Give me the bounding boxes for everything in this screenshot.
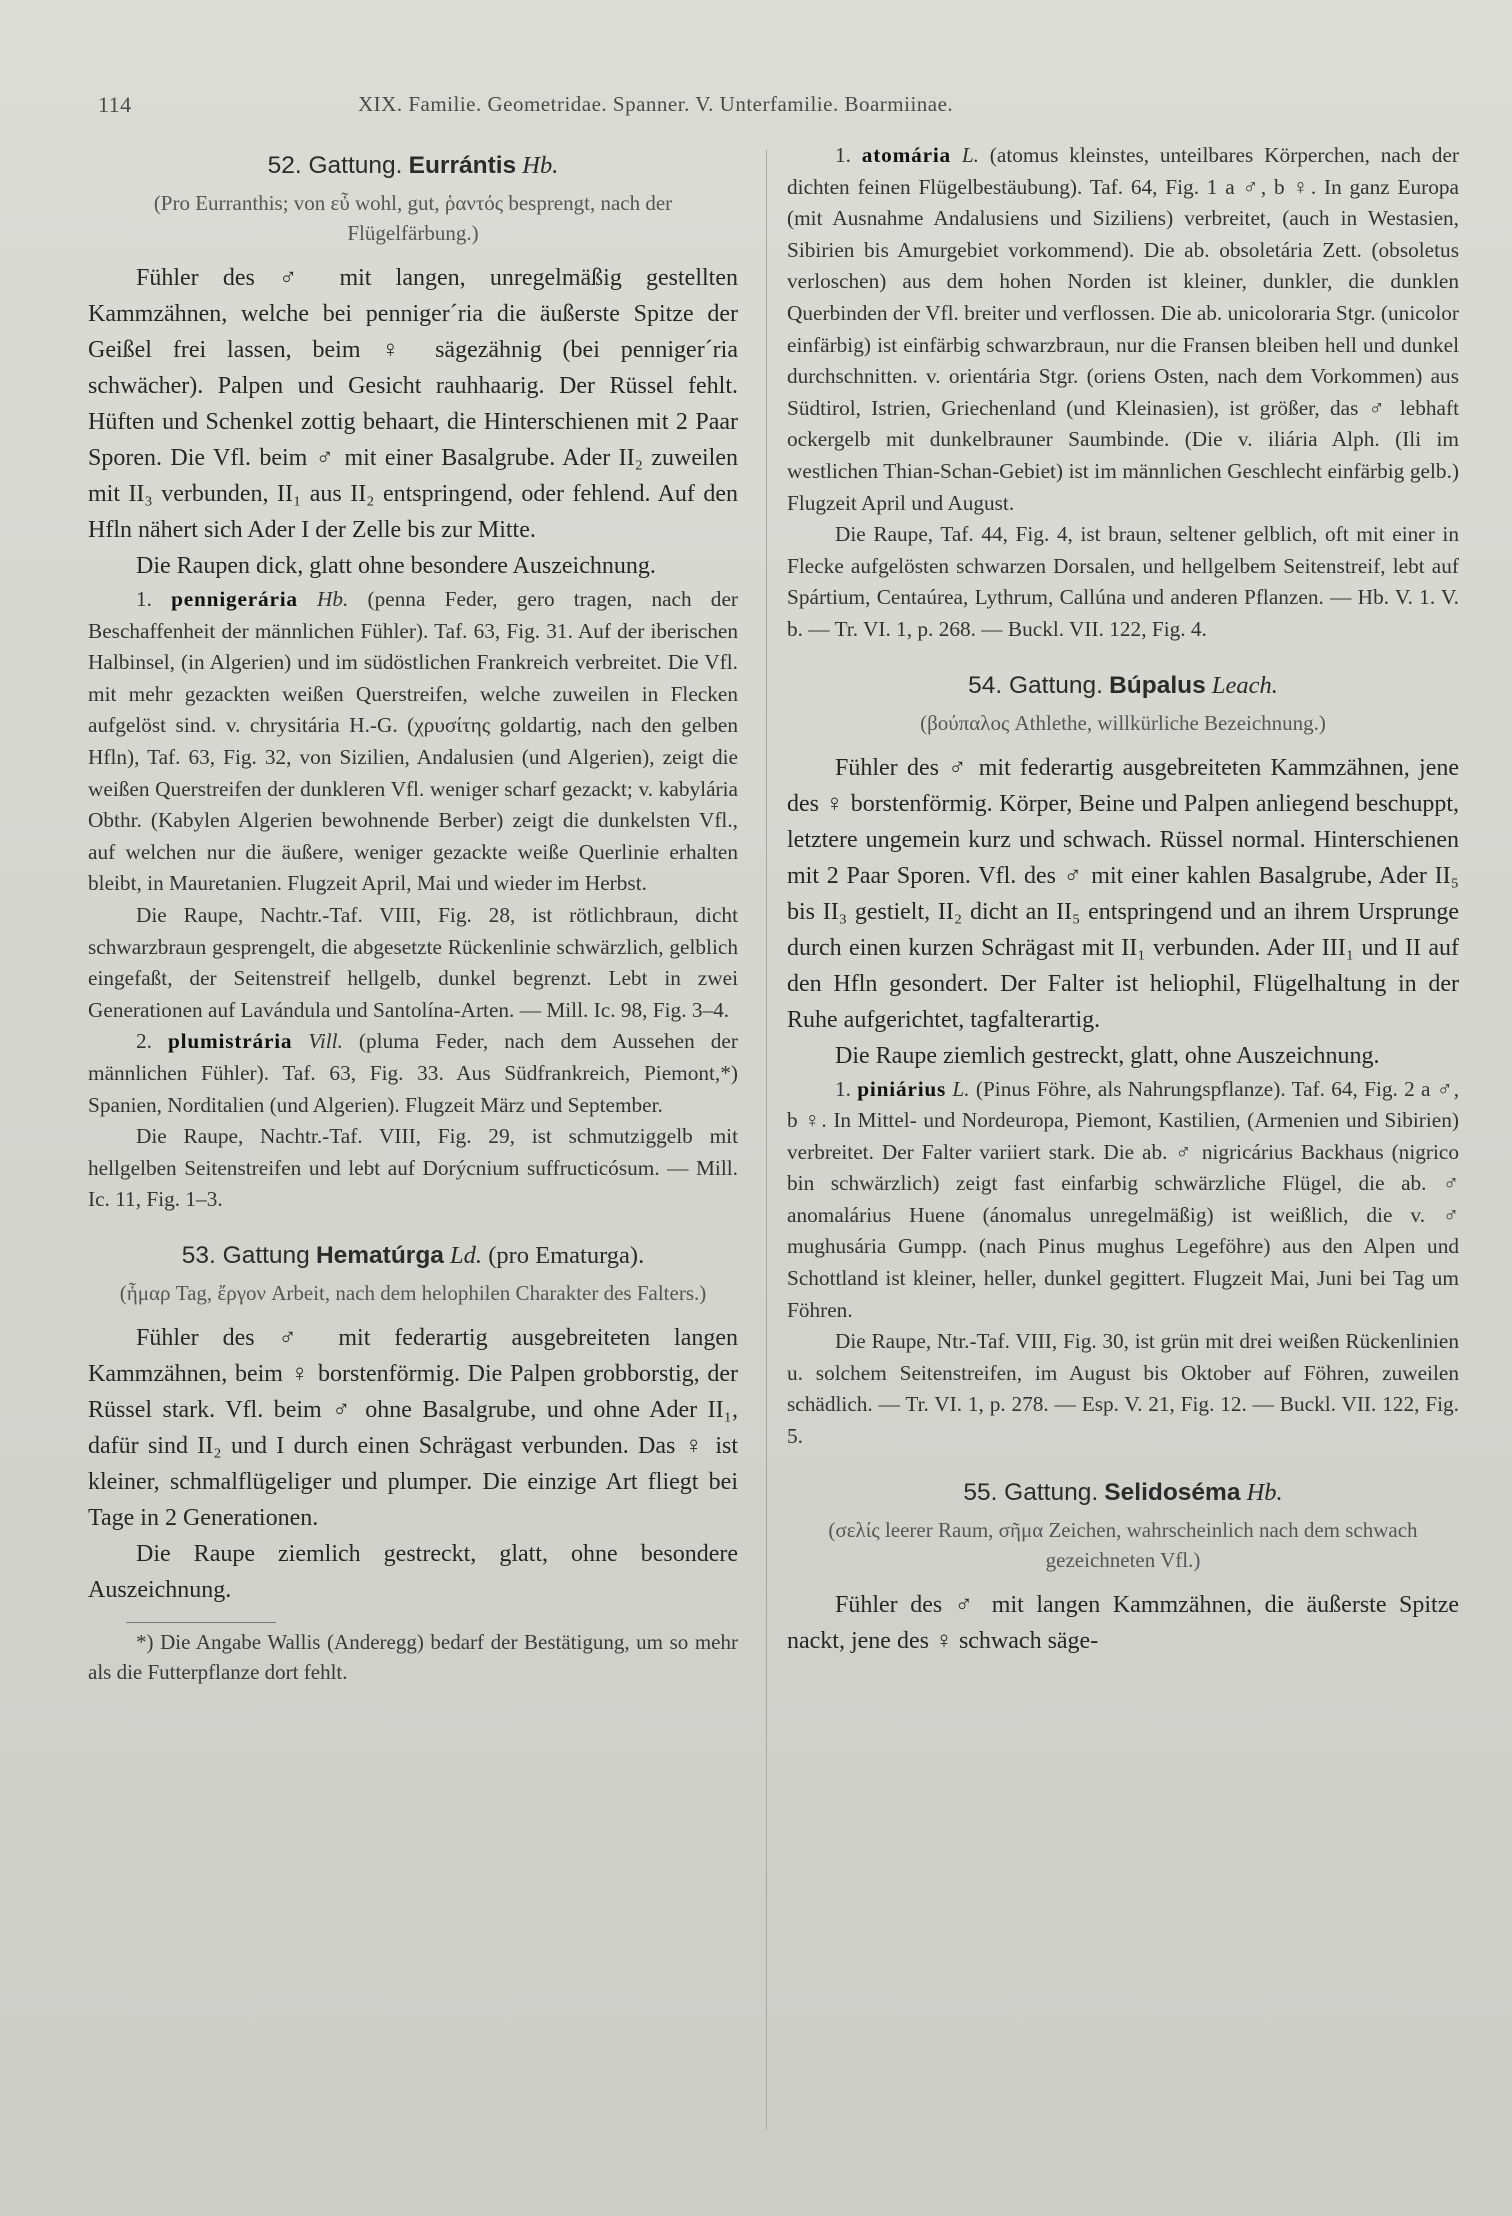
genus-name: Búpalus	[1109, 671, 1206, 699]
genus-author: Ld.	[450, 1241, 483, 1269]
larva-description: Die Raupe ziemlich gestreckt, glatt, ohne Auszeichnung.	[835, 1042, 1380, 1069]
genus-author: Hb.	[1246, 1478, 1283, 1506]
genus-etymology: (Pro Eurranthis; von εὖ wohl, gut, ῥαντός besprengt, nach der Flügelfärbung.)	[153, 191, 673, 245]
species-larva: Die Raupe, Nachtr.-Taf. VIII, Fig. 28, ist rötlichbraun, dicht schwarzbraun gesprengelt, die abgesetzte Rückenlinie schwärzlich, gelblich eingefaßt, der Seitenstreif hellgelb, dunkel begrenzt. Lebt in zwei Generationen auf Lavándula und Santolína-Arten. — Mill. Ic. 98, Fig. 3–4.	[88, 902, 738, 1022]
genus-description: Fühler des ♂ mit langen, unregelmäßig gestellten Kammzähnen, welche bei penniger´ria die äußerste Spitze der Geißel frei lassen, beim ♀ sägezähnig (bei penniger´ria schwächer). Palpen und Gesicht rauhhaarig. Der Rüssel fehlt. Hüften und Schenkel zottig behaart, die Hinterschienen mit 2 Paar Sporen. Die Vfl. beim ♂ mit einer Basalgrube. Ader II₂ zuweilen mit II₃ verbunden, II₁ aus II₂ entspringend, oder fehlend. Auf den Hfln nähert sich Ader I der Zelle bis zur Mitte.	[88, 265, 738, 543]
species-number: 2.	[136, 1029, 152, 1054]
genus-description: Fühler des ♂ mit federartig ausgebreiteten Kammzähnen, jene des ♀ borstenförmig. Körper, Beine und Palpen anliegend beschuppt, letztere ungemein kurz und schwach. Rüssel normal. Hinterschienen mit 2 Paar Sporen. Vfl. des ♂ mit einer kahlen Basalgrube, Ader II₅ bis II₃ gestielt, II₂ dicht an II₅ entspringend und an ihrem Ursprunge durch einen kurzen Schrägast mit II₁ verbunden. Ader III₁ und II auf den Hfln gesondert. Der Falter ist heliophil, Flügelhaltung in der Ruhe aufgerichtet, tagfalterartig.	[787, 754, 1459, 1033]
species-name: piniárius	[857, 1076, 947, 1101]
species-entry	[787, 140, 1459, 519]
species-author: L.	[952, 1076, 970, 1101]
genus-heading-52	[88, 148, 738, 184]
genus-name: Eurrántis	[408, 152, 517, 179]
running-header	[92, 88, 1422, 124]
genus-author: Hb.	[522, 152, 559, 179]
larva-description: Die Raupe ziemlich gestreckt, glatt, ohne besondere Auszeichnung.	[88, 1540, 738, 1603]
page-number: 114	[98, 92, 132, 117]
species-name: pennigerária	[171, 587, 298, 611]
species-name: plumistrária	[168, 1029, 293, 1054]
species-name: atomária	[861, 143, 951, 167]
species-number: 1.	[835, 143, 851, 167]
species-text: (pluma Feder, nach dem Aussehen der männlichen Fühler). Taf. 63, Fig. 33. Aus Südfrankreich, Piemont,*) Spanien, Norditalien (und Algerien). Flugzeit März und September.	[88, 1029, 738, 1117]
species-entry	[88, 584, 738, 900]
footnote: *) Die Angabe Wallis (Anderegg) bedarf der Bestätigung, um so mehr als die Futterpflanze dort fehlt.	[88, 1629, 738, 1684]
species-author: Vill.	[308, 1029, 343, 1054]
genus-heading-55	[787, 1475, 1459, 1511]
species-number: 1.	[136, 587, 152, 611]
species-author: L.	[961, 143, 979, 167]
genus-description: Fühler des ♂ mit federartig ausgebreiteten langen Kammzähnen, beim ♀ borstenförmig. Die Palpen grobborstig, der Rüssel stark. Vfl. beim ♂ ohne Basalgrube, und ohne Ader II₁, dafür sind II₂ und I durch einen Schrägast verbunden. Das ♀ ist kleiner, schmalflügeliger und plumper. Die einzige Art fliegt bei Tage in 2 Generationen.	[88, 1324, 738, 1531]
genus-description: Fühler des ♂ mit langen Kammzähnen, die äußerste Spitze nackt, jene des ♀ schwach säge-	[787, 1591, 1459, 1654]
genus-etymology: (ἦμαρ Tag, ἔργον Arbeit, nach dem helophilen Charakter des Falters.)	[119, 1280, 707, 1305]
genus-author: Leach.	[1211, 671, 1278, 699]
genus-etymology: (βούπαλος Athlethe, willkürliche Bezeichnung.)	[920, 710, 1326, 735]
genus-number: 52. Gattung.	[267, 152, 403, 179]
left-column	[88, 140, 738, 1687]
species-number: 1.	[835, 1076, 851, 1101]
genus-etymology: (σελίς leerer Raum, σῆμα Zeichen, wahrscheinlich nach dem schwach gezeichneten Vfl.)	[828, 1517, 1418, 1572]
species-larva: Die Raupe, Nachtr.-Taf. VIII, Fig. 29, ist schmutziggelb mit hellgelben Seitenstreifen und lebt auf Dorýcnium suffructicósum. — Mill. Ic. 11, Fig. 1–3.	[88, 1124, 738, 1212]
species-text: (penna Feder, gero tragen, nach der Beschaffenheit der männlichen Fühler). Taf. 63, Fig. 31. Auf der iberischen Halbinsel, (in Algerien) und im südöstlichen Frankreich verbreitet. Die Vfl. mit mehr gezackten weißen Querstreifen, welche zuweilen in Flecken aufgelöst sind. v. chrysitária H.-G. (χρυσίτης goldartig, nach den gelben Hfln), Taf. 63, Fig. 32, von Sizilien, Andalusien (und Algerien), zeigt die weißen Querstreifen der dunkleren Vfl. weniger scharf gezackt; v. kabylária Obthr. (Kabylen Algerien bewohnende Berber) zeigt die dunkelsten Vfl., auf welchen nur die äußere, weniger gezackte weiße Querlinie erhalten bleibt, in Mauretanien. Flugzeit April, Mai und wieder im Herbst.	[88, 587, 738, 896]
species-text: (Pinus Föhre, als Nahrungspflanze). Taf. 64, Fig. 2 a ♂, b ♀. In Mittel- und Nordeuropa, Piemont, Kastilien, (Armenien und Sibirien) verbreitet. Der Falter variiert stark. Die ab. ♂ nigricárius Backhaus (nigrico bin schwärzlich) zeigt fast einfarbig schwärzliche Flügel, die ab. ♂ anomalárius Huene (ánomalus unregelmäßig) ist weißlich, die v. ♂ mughusária Gumpp. (nach Pinus mughus Legeföhre) aus den Alpen und Schottland ist kleiner, heller, dunkel gegittert. Flugzeit Mai, Juni bei Tag um Föhren.	[787, 1076, 1460, 1322]
column-divider	[766, 150, 767, 2130]
running-title: XIX. Familie. Geometridae. Spanner. V. Unterfamilie. Boarmiinae.	[358, 92, 954, 116]
genus-heading-54	[787, 668, 1459, 704]
genus-number: 54. Gattung.	[968, 671, 1103, 699]
species-author: Hb.	[317, 587, 349, 611]
genus-heading-53	[88, 1238, 738, 1274]
larva-description: Die Raupen dick, glatt ohne besondere Auszeichnung.	[136, 553, 656, 579]
genus-synonym: (pro Ematurga).	[488, 1241, 645, 1269]
species-larva: Die Raupe, Ntr.-Taf. VIII, Fig. 30, ist grün mit drei weißen Rückenlinien u. solchem Seitenstreifen, im August bis Oktober auf Föhren, zuweilen schädlich. — Tr. VI. 1, p. 278. — Esp. V. 21, Fig. 12. — Buckl. VII. 122, Fig. 5.	[787, 1329, 1459, 1449]
genus-number: 55. Gattung.	[963, 1478, 1099, 1506]
right-column	[787, 140, 1459, 1659]
genus-name: Selidoséma	[1104, 1478, 1241, 1506]
species-entry	[787, 1074, 1459, 1327]
species-entry	[88, 1026, 738, 1121]
genus-name: Hematúrga	[315, 1241, 444, 1269]
species-larva: Die Raupe, Taf. 44, Fig. 4, ist braun, seltener gelblich, oft mit einer in Flecke aufgelösten schwarzen Dorsalen, und hellgelbem Seitenstreif, lebt auf Spártium, Centaúrea, Lythrum, Callúna und anderen Pflanzen. — Hb. V. 1. V. b. — Tr. VI. 1, p. 268. — Buckl. VII. 122, Fig. 4.	[787, 522, 1459, 641]
footnote-rule	[126, 1622, 276, 1623]
genus-number: 53. Gattung	[181, 1241, 310, 1269]
species-text: (atomus kleinstes, unteilbares Körperchen, nach der dichten feinen Flügelbestäubung). Taf. 64, Fig. 1 a ♂, b ♀. In ganz Europa (mit Ausnahme Andalusiens und Siziliens) verbreitet, (auch in Westasien, Sibirien bis Amurgebiet vorkommend). Die ab. obsoletária Zett. (obsoletus verloschen) aus dem hohen Norden ist kleiner, dunkler, die dunklen Querbinden der Vfl. breiter und verflossen. Die ab. unicoloraria Stgr. (unicolor einfärbig) ist einfärbig schwarzbraun, nur die Fransen bleiben hell und dunkel durchschnitten. v. orientária Stgr. (oriens Osten, nach dem Vorkommen) aus Südtirol, Istrien, Griechenland (und Kleinasien), ist größer, das ♂ lebhaft ockergelb mit dunkelbrauner Saumbinde. (Die v. iliária Alph. (Ili im westlichen Thian-Schan-Gebiet) ist im männlichen Geschlecht einfärbig gelb.) Flugzeit April und August.	[787, 143, 1459, 515]
